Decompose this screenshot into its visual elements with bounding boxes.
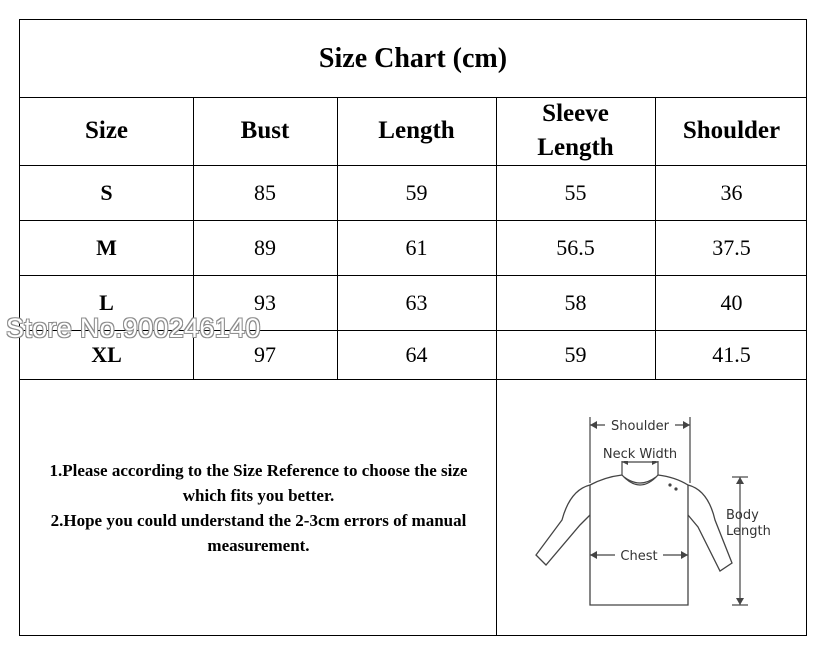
size-notes — [20, 380, 497, 636]
header-shoulder: Shoulder — [682, 117, 781, 144]
header-length: Length — [378, 117, 455, 144]
chart-title: Size Chart (cm) — [318, 43, 508, 74]
chest-label: Chest — [620, 549, 658, 564]
table-row-size: M — [96, 234, 117, 260]
body-length-label: Length — [726, 524, 771, 539]
table-cell-sleeve-length: 59 — [564, 341, 587, 367]
neck-width-label: Neck Width — [602, 447, 678, 462]
note-text: 2.Hope you could understand the 2-3cm errors of manual measurement. — [50, 511, 467, 555]
table-cell-bust: 93 — [254, 289, 276, 315]
note-text: 1.Please according to the Size Reference to choose the size which fits you better. — [49, 461, 468, 505]
store-watermark: Store No.900246140 — [6, 313, 261, 343]
table-row-size: XL — [91, 341, 122, 367]
header-bust: Bust — [240, 117, 290, 144]
table-cell-bust: 89 — [254, 234, 276, 260]
table-cell-sleeve-length: 58 — [564, 289, 587, 315]
table-row-size: L — [99, 289, 114, 315]
table-cell-length: 64 — [405, 341, 428, 367]
table-cell-shoulder: 40 — [720, 289, 743, 315]
table-cell-sleeve-length: 56.5 — [556, 234, 595, 260]
table-cell-sleeve-length: 55 — [564, 179, 587, 205]
header-size: Size — [84, 117, 129, 144]
header-sleeve-length: Sleeve Length — [537, 100, 614, 161]
table-row-size: S — [100, 179, 113, 205]
table-cell-shoulder: 37.5 — [712, 234, 751, 260]
table-cell-length: 63 — [405, 289, 428, 315]
table-cell-length: 61 — [405, 234, 428, 260]
table-cell-length: 59 — [405, 179, 428, 205]
shirt-body-outline — [590, 485, 688, 605]
body-length-label: Body — [726, 508, 759, 523]
shirt-left-sleeve-outline — [536, 485, 590, 565]
table-cell-shoulder: 41.5 — [712, 341, 751, 367]
table-cell-bust: 97 — [254, 341, 276, 367]
table-cell-bust: 85 — [254, 179, 276, 205]
measurement-diagram — [510, 395, 790, 625]
table-cell-shoulder: 36 — [720, 179, 743, 205]
shoulder-label: Shoulder — [611, 419, 669, 434]
